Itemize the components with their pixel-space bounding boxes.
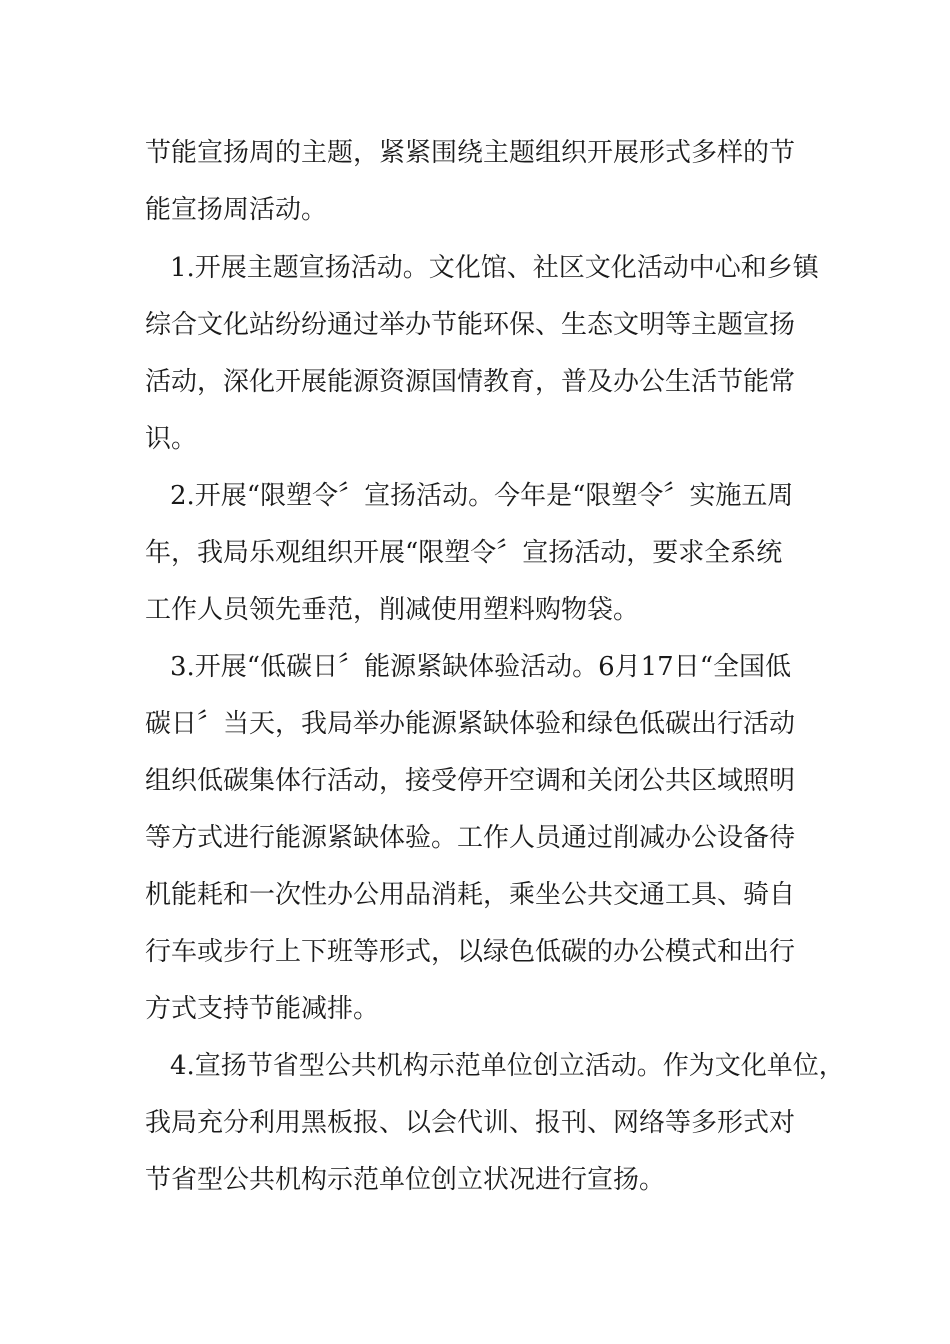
- text-line: 组织低碳集体行活动，接受停开空调和关闭公共区域照明: [145, 766, 796, 796]
- text-line: 能宣扬周活动。: [145, 195, 328, 225]
- paragraph-1-line: 1.开展主题宣扬活动。文化馆、社区文化活动中心和乡镇: [170, 253, 819, 283]
- text-line: 等方式进行能源紧缺体验。工作人员通过削减办公设备待: [145, 823, 796, 853]
- text-line: 识。: [145, 424, 198, 454]
- paragraph-4-line: 4.宣扬节省型公共机构示范单位创立活动。作为文化单位，: [170, 1051, 845, 1081]
- text-line: 碳日〞当天，我局举办能源紧缺体验和绿色低碳出行活动: [145, 709, 796, 739]
- text-line: 节省型公共机构示范单位创立状况进行宣扬。: [145, 1165, 666, 1195]
- text-line: 方式支持节能减排。: [145, 994, 380, 1024]
- text-line: 机能耗和一次性办公用品消耗，乘坐公共交通工具、骑自: [145, 880, 796, 910]
- paragraph-2-line: 2.开展“限塑令〞宣扬活动。今年是“限塑令〞实施五周: [170, 481, 794, 511]
- text-line: 活动，深化开展能源资源国情教育，普及办公生活节能常: [145, 367, 796, 397]
- text-line: 行车或步行上下班等形式，以绿色低碳的办公模式和出行: [145, 937, 796, 967]
- text-line: 工作人员领先垂范，削减使用塑料购物袋。: [145, 595, 640, 625]
- text-line: 年，我局乐观组织开展“限塑令〞宣扬活动，要求全系统: [145, 538, 783, 568]
- text-line: 我局充分利用黑板报、以会代训、报刊、网络等多形式对: [145, 1108, 796, 1138]
- text-line: 节能宣扬周的主题，紧紧围绕主题组织开展形式多样的节: [145, 138, 796, 168]
- text-line: 综合文化站纷纷通过举办节能环保、生态文明等主题宣扬: [145, 310, 796, 340]
- paragraph-3-line: 3.开展“低碳日〞能源紧缺体验活动。6月17日“全国低: [170, 652, 792, 682]
